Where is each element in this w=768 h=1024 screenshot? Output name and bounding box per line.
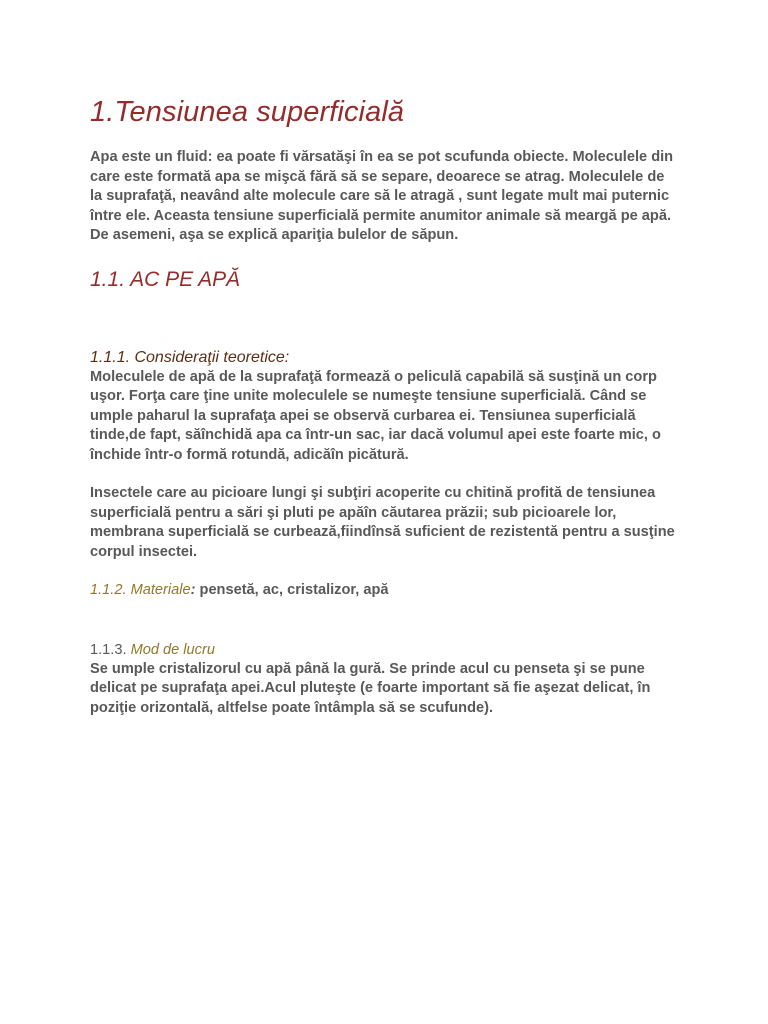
method-heading <box>90 641 678 660</box>
materials-items: pensetă, ac, cristalizor, apă <box>195 582 389 598</box>
method-label: Mod de lucru <box>130 641 215 658</box>
document-title: 1.Tensiunea superficială <box>90 96 405 128</box>
section-heading: 1.1. AC PE APĂ <box>90 267 241 291</box>
theory-paragraph-1: Moleculele de apă de la suprafaţă formează o peliculă capabilă să susţină un corp uşor. Forţa care ţine unite moleculele se numeşte tensiune superficială. Când se umple paharul la suprafaţa apei se observă curbarea ei. Tensiunea superficială tinde,de fapt, săînchidă apa ca într-un sac, iar dacă volumul apei este foarte mic, o închide într-o formă rotundă, adicăîn picătură. <box>90 368 661 463</box>
intro-paragraph: Apa este un fluid: ea poate fi vărsatăşi în ea se pot scufunda obiecte. Moleculele din care este formată apa se mişcă fără să se separe, deoarece se atrag. Moleculele de la suprafaţă, neavând alte molecule care să le atragă , sunt legate mult mai puternic între ele. Aceasta tensiune superficială permite anumitor animale să meargă pe apă. De asemeni, aşa se explică apariţia bulelor de săpun. <box>90 149 674 243</box>
theory-heading: 1.1.1. Consideraţii teoretice: <box>90 348 290 366</box>
method-number: 1.1.3. <box>90 641 131 658</box>
materials-line <box>90 581 678 601</box>
materials-colon: : <box>190 582 196 598</box>
method-paragraph: Se umple cristalizorul cu apă până la gură. Se prinde acul cu penseta şi se pune delicat pe suprafaţa apei.Acul pluteşte (e foarte important să fie aşezat delicat, în poziţie orizontală, altfelse poate întâmpla să se scufunde). <box>90 660 651 716</box>
materials-label: 1.1.2. Materiale <box>90 582 191 598</box>
theory-paragraph-2: Insectele care au picioare lungi şi subţiri acoperite cu chitină profită de tensiunea superficială pentru a sări şi pluti pe apăîn căutarea prăzii; sub picioarele lor, membrana superficială se curbează,fiindînsă suficient de rezistentă pentru a susţine corpul insectei. <box>90 485 675 560</box>
